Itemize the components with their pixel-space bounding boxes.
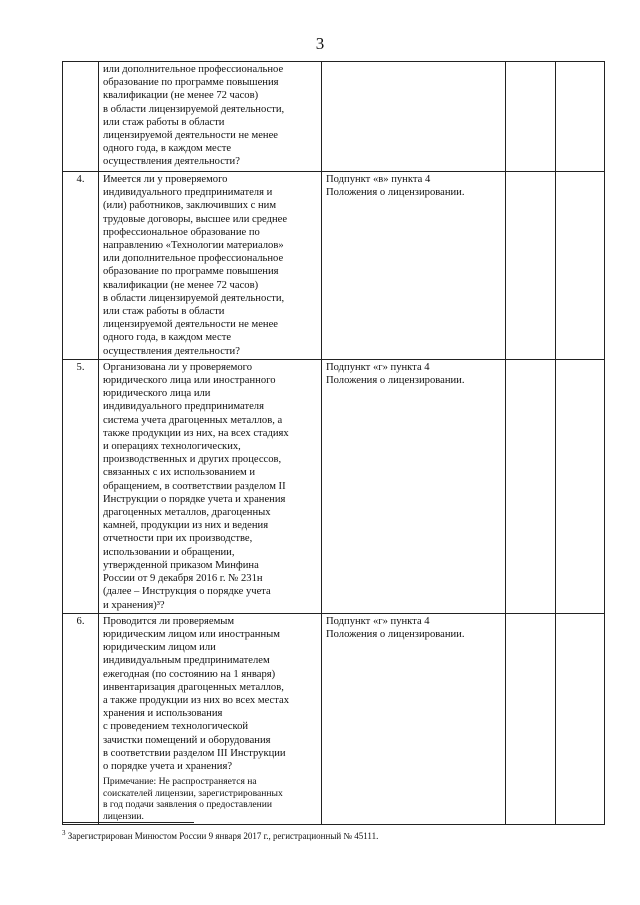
question-line: или стаж работы в области — [103, 306, 225, 318]
table-body — [63, 62, 605, 825]
question-line: с проведением технологической — [103, 721, 249, 733]
question-line: юридическим лицом или — [103, 642, 216, 654]
reference-line: Положения о лицензировании. — [326, 375, 465, 387]
question-cell — [99, 172, 322, 360]
question-line: юридического лица или — [103, 388, 211, 400]
row-number: 4. — [63, 172, 99, 360]
question-line: использовании и обращении, — [103, 546, 235, 558]
question-line: отчетности при их производстве, — [103, 533, 253, 545]
question-line: камней, продукции из них и ведения — [103, 520, 269, 532]
question-line: (далее – Инструкция о порядке учета — [103, 586, 271, 598]
note — [103, 776, 317, 822]
answer-cell — [506, 613, 556, 824]
question-line: (или) работников, заключивших с ним — [103, 200, 277, 212]
question-cell — [99, 62, 322, 172]
question-line: одного года, в каждом месте — [103, 143, 232, 155]
table-row — [63, 62, 605, 172]
question-line: утвержденной приказом Минфина — [103, 559, 259, 571]
page-number: 3 — [315, 34, 325, 53]
question-line: Проводится ли проверяемым — [103, 615, 235, 627]
question-line: Имеется ли у проверяемого — [103, 174, 228, 185]
question-line: юридического лица или иностранного — [103, 375, 276, 387]
row-number: 5. — [63, 359, 99, 613]
question-line: в области лицензируемой деятельности, — [103, 292, 285, 304]
note-line: соискателей лицензии, зарегистрированных — [103, 787, 283, 799]
question-line: осуществления деятельности? — [103, 156, 240, 168]
question-cell — [99, 613, 322, 824]
question-line: образование по программе повышения — [103, 266, 279, 278]
note-line: в год подачи заявления о предоставлении — [103, 799, 273, 811]
reference-cell — [322, 172, 506, 360]
row-number: 6. — [63, 613, 99, 824]
question-line: или дополнительное профессиональное — [103, 64, 284, 75]
note-line: Примечание: Не распространяется на — [103, 776, 257, 788]
table-row — [63, 613, 605, 824]
question-line: производственных и других процессов, — [103, 454, 282, 466]
question-line: индивидуальным предпринимателем — [103, 655, 270, 667]
question-line: квалификации (не менее 72 часов) — [103, 279, 259, 291]
question-line: осуществления деятельности? — [103, 345, 240, 357]
question-line: система учета драгоценных металлов, а — [103, 414, 283, 426]
footnote-text: Зарегистрирован Минюстом России 9 января 2017 г., регистрационный № 45111. — [67, 831, 379, 841]
question-line: лицензируемой деятельности не менее — [103, 130, 278, 142]
answer-cell — [506, 359, 556, 613]
question-line: юридическим лицом или иностранным — [103, 628, 280, 640]
question-cell — [99, 359, 322, 613]
question-line: трудовые договоры, высшее или среднее — [103, 213, 288, 225]
row-number — [63, 62, 99, 172]
question-line: лицензируемой деятельности не менее — [103, 319, 278, 331]
question-line: в области лицензируемой деятельности, — [103, 103, 285, 115]
reference-cell — [322, 613, 506, 824]
question-line: драгоценных металлов, драгоценных — [103, 507, 271, 519]
question-line: в соответствии разделом III Инструкции — [103, 747, 286, 759]
comment-cell — [556, 359, 605, 613]
table-row — [63, 359, 605, 613]
question-line: или дополнительное профессиональное — [103, 253, 284, 265]
footnote-mark: 3 — [62, 829, 66, 837]
question-line: индивидуального предпринимателя — [103, 401, 264, 413]
comment-cell — [556, 62, 605, 172]
question-line: и операциях технологических, — [103, 441, 241, 453]
checklist-table — [62, 61, 605, 825]
note-line: лицензии. — [103, 810, 144, 822]
question-line: профессиональное образование по — [103, 226, 260, 238]
question-line: Инструкции о порядке учета и хранения — [103, 493, 286, 505]
question-line: индивидуального предпринимателя и — [103, 187, 273, 199]
question-line: хранения и использования — [103, 708, 223, 720]
question-line: Организована ли у проверяемого — [103, 361, 253, 373]
question-line: или стаж работы в области — [103, 116, 225, 128]
reference-line: Положения о лицензировании. — [326, 628, 465, 640]
reference-line: Подпункт «г» пункта 4 — [326, 361, 430, 373]
reference-line: Подпункт «г» пункта 4 — [326, 615, 430, 627]
question-line: зачистки помещений и оборудования — [103, 734, 271, 746]
comment-cell — [556, 172, 605, 360]
reference-cell — [322, 359, 506, 613]
reference-line: Подпункт «в» пункта 4 — [326, 174, 431, 185]
question-line: одного года, в каждом месте — [103, 332, 232, 344]
question-line: о порядке учета и хранения? — [103, 760, 233, 772]
question-line: России от 9 декабря 2016 г. № 231н — [103, 573, 263, 585]
question-line: ежегодная (по состоянию на 1 января) — [103, 668, 276, 680]
reference-cell — [322, 62, 506, 172]
question-line: и хранения)³? — [103, 599, 165, 611]
question-line: образование по программе повышения — [103, 77, 279, 89]
footnote-divider — [62, 822, 194, 823]
table-row — [63, 172, 605, 360]
question-line: а также продукции из них во всех местах — [103, 694, 290, 706]
reference-line: Положения о лицензировании. — [326, 187, 465, 199]
question-line: также продукции из них, на всех стадиях — [103, 427, 289, 439]
footnote — [62, 829, 378, 841]
answer-cell — [506, 172, 556, 360]
question-line: обращением, в соответствии разделом II — [103, 480, 286, 492]
question-line: инвентаризация драгоценных металлов, — [103, 681, 284, 693]
answer-cell — [506, 62, 556, 172]
comment-cell — [556, 613, 605, 824]
question-line: направлению «Технологии материалов» — [103, 240, 284, 252]
question-line: связанных с их использованием и — [103, 467, 256, 479]
question-line: квалификации (не менее 72 часов) — [103, 90, 259, 102]
